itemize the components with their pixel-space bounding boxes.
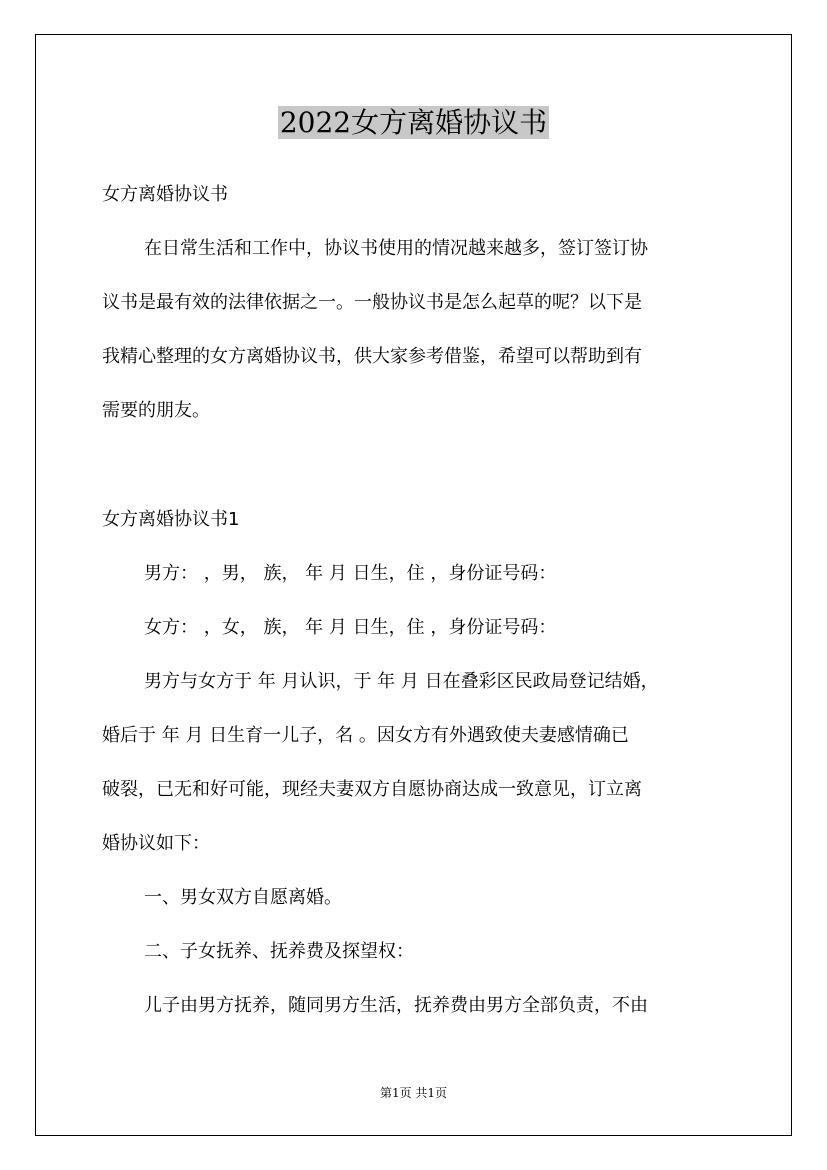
document-subtitle: 女方离婚协议书 xyxy=(102,184,228,205)
intro-line-1: 在日常生活和工作中，协议书使用的情况越来越多，签订签订协 xyxy=(144,238,648,259)
intro-line-4: 需要的朋友。 xyxy=(102,400,210,421)
section-heading: 女方离婚协议书1 xyxy=(102,509,240,530)
page-number: 第1页 共1页 xyxy=(379,1086,448,1100)
body-line-4: 婚后于 年 月 日生育一儿子，名 。因女方有外遇致使夫妻感情确已 xyxy=(102,725,629,746)
clause-2: 二、子女抚养、抚养费及探望权： xyxy=(144,941,414,962)
document-title: 2022女方离婚协议书 xyxy=(279,106,548,139)
body-line-5: 破裂，已无和好可能，现经夫妻双方自愿协商达成一致意见，订立离 xyxy=(102,779,642,800)
body-line-female: 女方： ，女， 族， 年 月 日生，住 ，身份证号码： xyxy=(144,617,557,638)
intro-line-2: 议书是最有效的法律依据之一。一般协议书是怎么起草的呢？以下是 xyxy=(102,292,642,313)
clause-2-detail: 儿子由男方抚养，随同男方生活，抚养费由男方全部负责，不由 xyxy=(144,995,648,1016)
body-line-6: 婚协议如下： xyxy=(102,833,210,854)
body-line-3: 男方与女方于 年 月认识，于 年 月 日在叠彩区民政局登记结婚， xyxy=(144,671,659,692)
intro-line-3: 我精心整理的女方离婚协议书，供大家参考借鉴，希望可以帮助到有 xyxy=(102,346,642,367)
clause-1: 一、男女双方自愿离婚。 xyxy=(144,887,342,908)
body-line-male: 男方： ，男， 族， 年 月 日生，住 ，身份证号码： xyxy=(144,563,557,584)
